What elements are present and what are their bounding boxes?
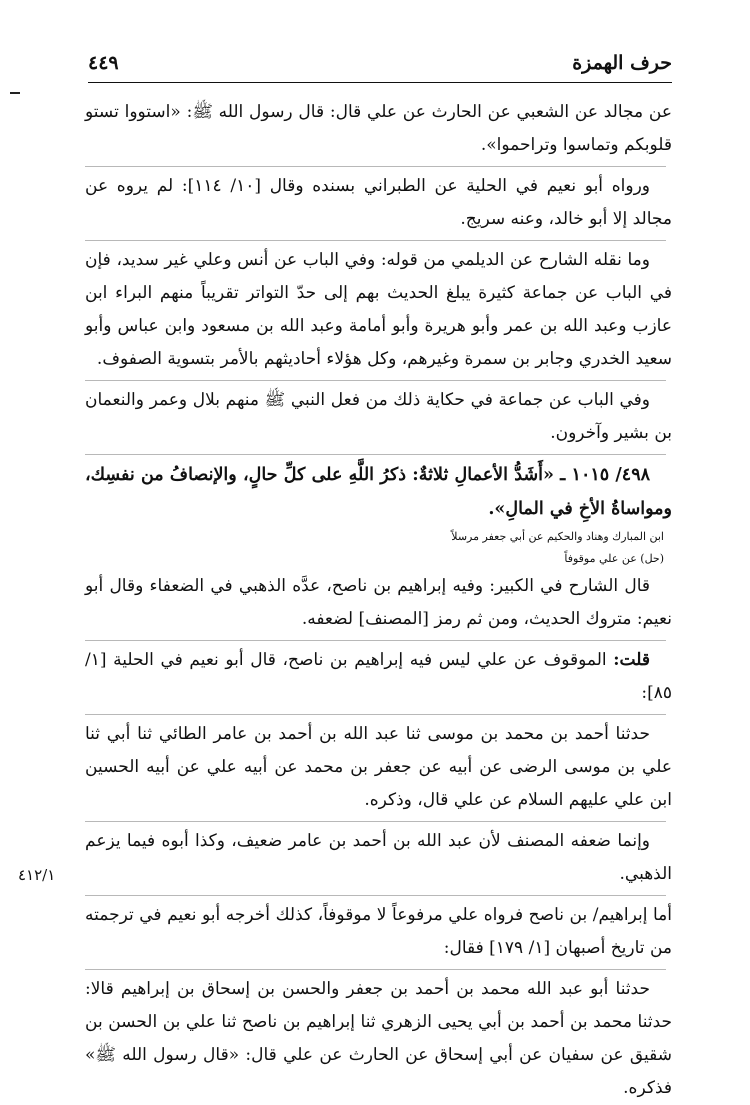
paragraph-daif: وإنما ضعفه المصنف لأن عبد الله بن أحمد بن عامر ضعيف، وكذا أبوه فيما يزعم الذهبي. (85, 831, 672, 884)
hadith-text: «أَشَدُّ الأعمالِ ثلاثةٌ: ذكرُ اللَّهِ على كلِّ حالٍ، والإنصافُ من نفسِك، ومواساةُ الأخِ في المالِ». (85, 465, 672, 519)
page-number: ٤٤٩ (88, 52, 119, 74)
paragraph-divider (85, 895, 666, 896)
paragraph-divider (85, 821, 666, 822)
paragraph-divider (85, 714, 666, 715)
paragraph-fil-bab: وفي الباب عن جماعة في حكاية ذلك من فعل النبي ﷺ منهم بلال وعمر والنعمان بن بشير وآخرون. (85, 390, 672, 443)
paragraph-hadith-tail: عن مجالد عن الشعبي عن الحارث عن علي قال: قال رسول الله ﷺ: «استووا تستو قلوبكم وتماسوا وتراحموا». (85, 102, 672, 155)
paragraph-divider (85, 640, 666, 641)
paragraph-divider (85, 454, 666, 455)
hadith-source-2: (حل) عن علي موقوفاً (564, 552, 664, 565)
paragraph-divider (85, 969, 666, 970)
hadith-number: ٤٩٨/ ١٠١٥ ـ (560, 465, 650, 485)
paragraph-divider (85, 240, 666, 241)
paragraph-isnad-2: حدثنا أبو عبد الله محمد بن أحمد بن جعفر والحسن بن إسحاق بن إبراهيم قالا: حدثنا محمد بن أحمد بن أبي يحيى الزهري ثنا إبراهيم بن ناصح ثنا علي بن الحسن بن شقيق عن سفيان عن أبي إسحاق عن الحارث عن علي قال: «قال رسول الله ﷺ» فذكره. (85, 979, 672, 1098)
chapter-title: حرف الهمزة (572, 52, 672, 74)
margin-page-reference: ٤١٢/١ (18, 866, 56, 884)
qultu-text: الموقوف عن علي ليس فيه إبراهيم بن ناصح، قال أبو نعيم في الحلية [١/ ٨٥]: (85, 650, 672, 703)
paragraph-qultu (85, 644, 672, 710)
hadith-source-1: ابن المبارك وهناد والحكيم عن أبي جعفر مرسلاً (451, 530, 664, 543)
qultu-label: قلت: (613, 650, 650, 670)
paragraph-isnad-1: حدثنا أحمد بن محمد بن موسى ثنا عبد الله بن أحمد بن عامر الطائي ثنا أبي ثنا علي بن موسى الرضى عن أبيه عن جعفر بن محمد عن أبيه علي عن أبيه الحسين ابن علي عليهم السلام عن علي قال، وذكره. (85, 724, 672, 810)
paragraph-ibrahim: أما إبراهيم/ بن ناصح فرواه علي مرفوعاً لا موقوفاً، كذلك أخرجه أبو نعيم في ترجمته من تاريخ أصبهان [١/ ١٧٩] فقال: (85, 905, 672, 958)
paragraph-abu-nuaym: ورواه أبو نعيم في الحلية عن الطبراني بسنده وقال [١٠/ ١١٤]: لم يروه عن مجالد إلا أبو خالد، وعنه سريج. (85, 176, 672, 229)
hadith-entry (85, 458, 672, 526)
page-header (88, 48, 672, 83)
paragraph-sharih: قال الشارح في الكبير: وفيه إبراهيم بن ناصح، عدَّه الذهبي في الضعفاء وقال أبو نعيم: متروك الحديث، ومن ثم رمز [المصنف] لضعفه. (85, 576, 672, 629)
page-body (85, 96, 672, 1105)
paragraph-divider (85, 380, 666, 381)
paragraph-daylami: وما نقله الشارح عن الديلمي من قوله: وفي الباب عن أنس وعلي غير سديد، فإن في الباب عن جماعة كثيرة يبلغ الحديث بهم إلى حدّ التواتر تقريباً منهم البراء ابن عازب وعبد الله بن عمر وأبو هريرة وأبو أمامة وعبد الله بن مسعود وابن عباس وأبو سعيد الخدري وجابر بن سمرة وغيرهم، وكل هؤلاء أحاديثهم بالأمر بتسوية الصفوف. (85, 250, 672, 369)
paragraph-divider (85, 166, 666, 167)
scan-edge-mark (10, 92, 20, 94)
